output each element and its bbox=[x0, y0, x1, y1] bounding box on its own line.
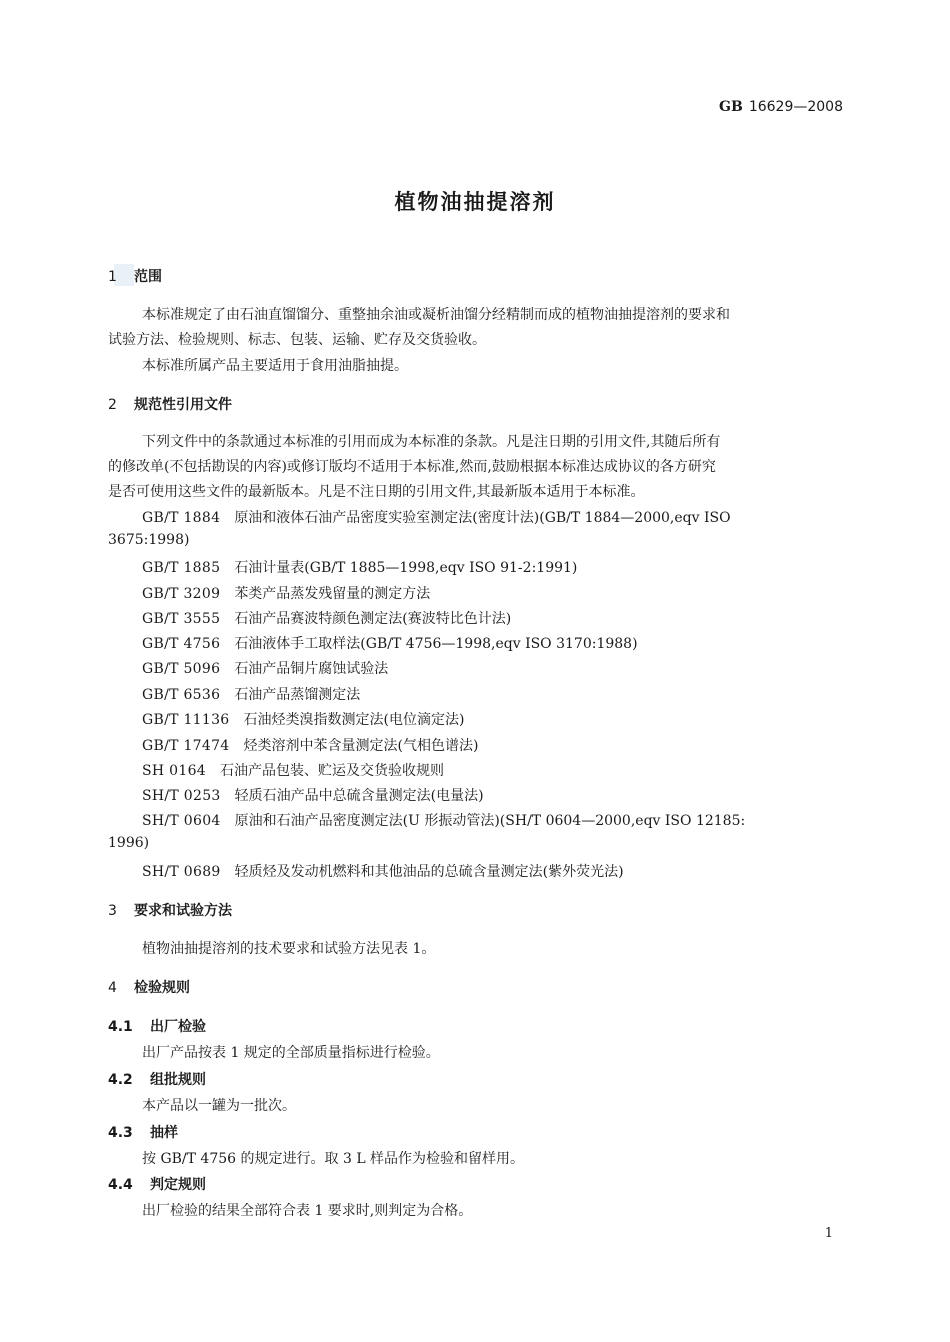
reference-item: GB/T 1884 原油和液体石油产品密度实验室测定法(密度计法)(GB/T 1884—2000,eqv ISO bbox=[142, 510, 731, 526]
paragraph-line: 出厂产品按表 1 规定的全部质量指标进行检验。 bbox=[142, 1045, 440, 1061]
reference-item: SH 0164 石油产品包装、贮运及交货验收规则 bbox=[142, 763, 444, 779]
section-4-heading bbox=[108, 977, 190, 997]
reference-continuation: 3675:1998) bbox=[108, 532, 190, 548]
paragraph-line: 本产品以一罐为一批次。 bbox=[142, 1098, 296, 1114]
reference-item: GB/T 1885 石油计量表(GB/T 1885—1998,eqv ISO 91-2:1991) bbox=[142, 560, 578, 576]
section-2-heading bbox=[108, 394, 232, 414]
reference-item: SH/T 0604 原油和石油产品密度测定法(U 形振动管法)(SH/T 0604—2000,eqv ISO 12185: bbox=[142, 813, 746, 829]
reference-item: GB/T 4756 石油液体手工取样法(GB/T 4756—1998,eqv ISO 3170:1988) bbox=[142, 636, 638, 652]
paragraph-line: 植物油抽提溶剂的技术要求和试验方法见表 1。 bbox=[142, 941, 436, 957]
section-number: 1 bbox=[108, 269, 117, 285]
header-number: 16629—2008 bbox=[748, 99, 843, 115]
document-header bbox=[719, 99, 843, 116]
section-title: 要求和试验方法 bbox=[134, 903, 232, 919]
section-number: 2 bbox=[108, 397, 117, 413]
section-3-heading bbox=[108, 900, 232, 920]
reference-item: GB/T 3209 苯类产品蒸发残留量的测定方法 bbox=[142, 586, 431, 602]
paragraph-line: 的修改单(不包括勘误的内容)或修订版均不适用于本标准,然而,鼓励根据本标准达成协议的各方研究 bbox=[108, 459, 716, 475]
paragraph-line: 下列文件中的条款通过本标准的引用而成为本标准的条款。凡是注日期的引用文件,其随后所有 bbox=[142, 434, 721, 450]
paragraph-line: 按 GB/T 4756 的规定进行。取 3 L 样品作为检验和留样用。 bbox=[142, 1151, 525, 1167]
document-title: 植物油抽提溶剂 bbox=[394, 190, 556, 214]
subsection-4-2-heading: 4.2 组批规则 bbox=[108, 1072, 206, 1088]
section-number: 3 bbox=[108, 903, 117, 919]
page-number: 1 bbox=[824, 1226, 833, 1241]
section-title: 检验规则 bbox=[134, 980, 190, 996]
paragraph-line: 试验方法、检验规则、标志、包装、运输、贮存及交货验收。 bbox=[108, 332, 486, 348]
header-prefix: GB bbox=[719, 99, 743, 115]
paragraph-line: 本标准规定了由石油直馏馏分、重整抽余油或凝析油馏分经精制而成的植物油抽提溶剂的要求和 bbox=[142, 307, 730, 323]
section-title: 范围 bbox=[134, 269, 162, 285]
reference-item: GB/T 3555 石油产品赛波特颜色测定法(赛波特比色计法) bbox=[142, 611, 512, 627]
section-number: 4 bbox=[108, 980, 117, 996]
reference-item: GB/T 6536 石油产品蒸馏测定法 bbox=[142, 687, 361, 703]
subsection-4-1-heading: 4.1 出厂检验 bbox=[108, 1019, 206, 1035]
reference-item: GB/T 5096 石油产品铜片腐蚀试验法 bbox=[142, 661, 389, 677]
subsection-4-3-heading: 4.3 抽样 bbox=[108, 1125, 178, 1141]
reference-item: SH/T 0689 轻质烃及发动机燃料和其他油品的总硫含量测定法(紫外荧光法) bbox=[142, 864, 624, 880]
paragraph-line: 本标准所属产品主要适用于食用油脂抽提。 bbox=[142, 358, 408, 374]
reference-item: GB/T 11136 石油烃类溴指数测定法(电位滴定法) bbox=[142, 712, 465, 728]
reference-continuation: 1996) bbox=[108, 835, 150, 851]
paragraph-line: 是否可使用这些文件的最新版本。凡是不注日期的引用文件,其最新版本适用于本标准。 bbox=[108, 484, 645, 500]
paragraph-line: 出厂检验的结果全部符合表 1 要求时,则判定为合格。 bbox=[142, 1203, 473, 1219]
reference-item: SH/T 0253 轻质石油产品中总硫含量测定法(电量法) bbox=[142, 788, 484, 804]
section-1-heading bbox=[108, 266, 162, 286]
subsection-4-4-heading: 4.4 判定规则 bbox=[108, 1177, 206, 1193]
section-title: 规范性引用文件 bbox=[134, 397, 232, 413]
reference-item: GB/T 17474 烃类溶剂中苯含量测定法(气相色谱法) bbox=[142, 738, 479, 754]
